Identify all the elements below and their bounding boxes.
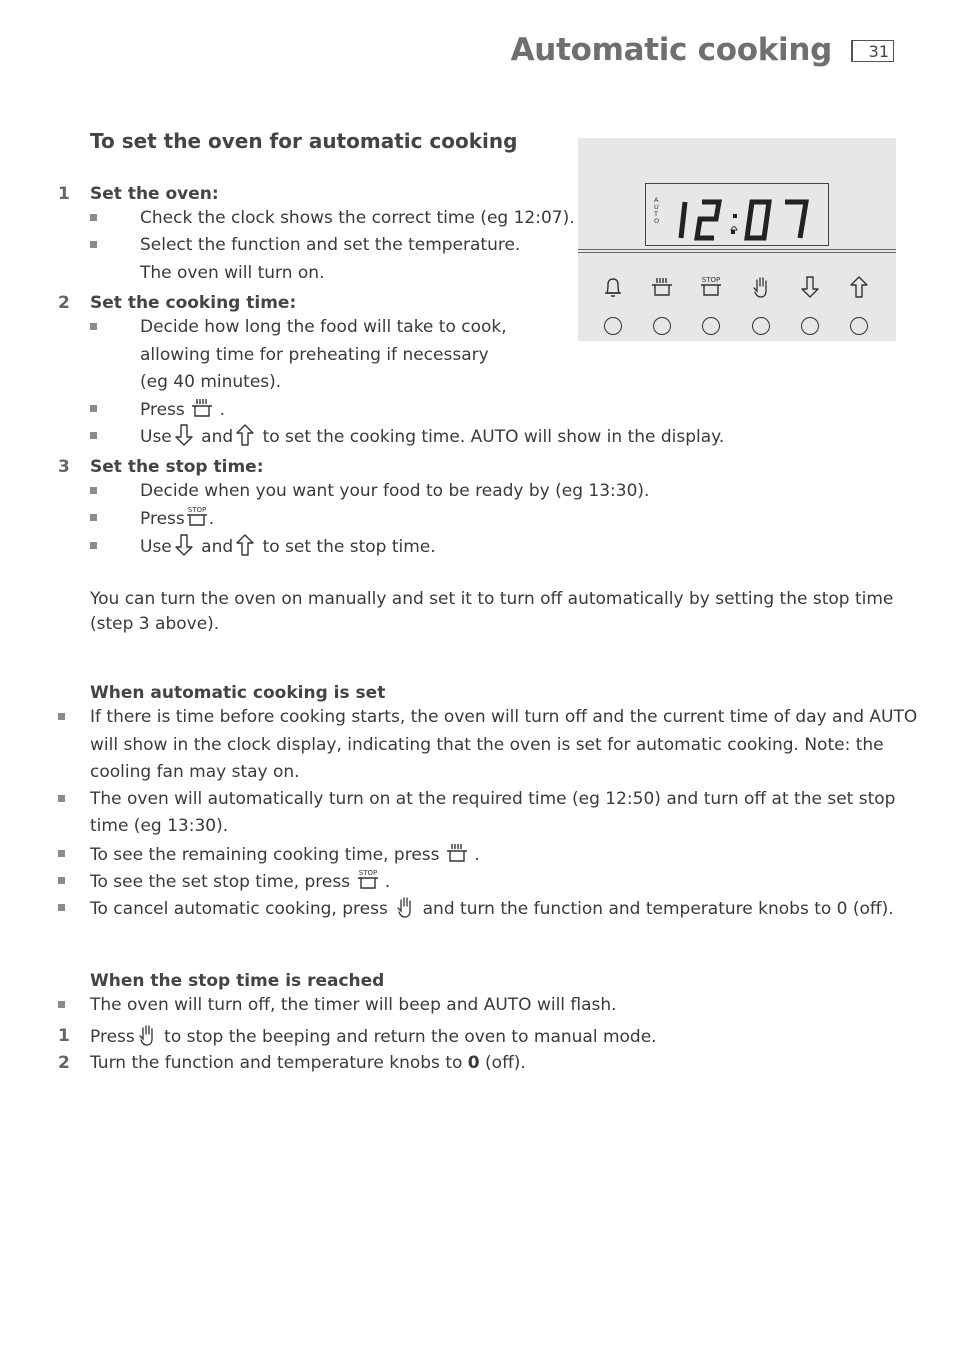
step1-bullet-1: Check the clock shows the correct time (eg 12:07). (140, 208, 575, 228)
page-number: 31 (851, 40, 894, 62)
set-bullet-5-end: and turn the function and temperature knobs to 0 (off). (422, 899, 894, 919)
zero-value: 0 (467, 1053, 480, 1073)
use-end-text: to set the stop time. (262, 537, 436, 557)
set-bullet-2-cont: time (eg 13:30). (90, 816, 229, 836)
section-heading: To set the oven for automatic cooking (90, 129, 518, 153)
clock-display (645, 183, 829, 246)
press-text: Press (140, 400, 185, 420)
stop-time-icon (185, 505, 209, 529)
up-arrow-icon (847, 275, 871, 299)
bullet (90, 214, 97, 221)
bullet (58, 877, 65, 884)
up-arrow-icon (233, 533, 257, 557)
period: . (474, 845, 480, 865)
bullet (58, 713, 65, 720)
step-title: Set the oven: (90, 184, 219, 204)
cook-time-button (653, 317, 671, 335)
bullet (90, 514, 97, 521)
step2-bullet-1: Decide how long the food will take to cook, (140, 317, 507, 337)
manual-button (752, 317, 770, 335)
note-line-1: You can turn the oven on manually and set it to turn off automatically by setting the stop time (90, 589, 894, 609)
down-arrow-icon (172, 423, 196, 447)
step-number: 2 (58, 293, 70, 313)
step3-bullet-press (140, 505, 214, 533)
use-text: Use (140, 537, 172, 557)
step1-bullet-2: Select the function and set the temperature. (140, 235, 521, 255)
section-heading: When automatic cooking is set (90, 683, 386, 703)
use-text: Use (140, 427, 172, 447)
section-heading: When the stop time is reached (90, 971, 385, 991)
set-bullet-1: If there is time before cooking starts, the oven will turn off and the current time of day and AUTO (90, 707, 918, 727)
period: . (208, 509, 215, 529)
and-text: and (201, 427, 234, 447)
step-number: 2 (58, 1053, 70, 1073)
step3-bullet-1: Decide when you want your food to be ready by (eg 13:30). (140, 481, 650, 501)
bell-button (604, 317, 622, 335)
stop-time-icon (356, 868, 380, 892)
stop-time-button (702, 317, 720, 335)
press-text: Press (140, 509, 185, 529)
down-button (801, 317, 819, 335)
down-arrow-icon (798, 275, 822, 299)
bullet (90, 487, 97, 494)
bullet (58, 850, 65, 857)
bullet (58, 904, 65, 911)
bullet (90, 405, 97, 412)
down-arrow-icon (172, 533, 196, 557)
panel-divider (578, 252, 896, 253)
use-end-text: to set the cooking time. AUTO will show in the display. (262, 427, 725, 447)
stop-step-1 (90, 1023, 657, 1051)
set-bullet-5 (90, 895, 894, 923)
stop-step-2-end: (off). (485, 1053, 526, 1073)
manual-hand-icon (135, 1023, 159, 1047)
set-bullet-2: The oven will automatically turn on at the required time (eg 12:50) and turn off at the set stop (90, 789, 896, 809)
set-bullet-1-cont: cooling fan may stay on. (90, 762, 300, 782)
bullet (58, 795, 65, 802)
auto-indicator: A U T O (654, 196, 660, 225)
set-bullet-3-text: To see the remaining cooking time, press (90, 845, 440, 865)
period: . (384, 872, 391, 892)
step-title: Set the stop time: (90, 457, 264, 477)
panel-divider (578, 249, 896, 250)
note-line-2: (step 3 above). (90, 614, 220, 634)
bullet (90, 241, 97, 248)
bullet (58, 1001, 65, 1008)
step-number: 1 (58, 184, 70, 204)
set-bullet-5-text: To cancel automatic cooking, press (90, 899, 388, 919)
cook-time-icon (650, 275, 674, 299)
stop-step-2 (90, 1050, 526, 1077)
step-number: 1 (58, 1026, 70, 1046)
step2-bullet-press (140, 396, 225, 424)
step3-bullet-use (140, 533, 436, 561)
manual-hand-icon (749, 275, 773, 299)
press-text: Press (90, 1027, 135, 1047)
page-title: Automatic cooking (510, 32, 832, 68)
bell-icon (601, 275, 625, 299)
step-title: Set the cooking time: (90, 293, 297, 313)
stop-time-icon (699, 275, 723, 299)
bullet (90, 542, 97, 549)
clock-display-digits (646, 184, 828, 245)
set-bullet-1-cont: will show in the clock display, indicating that the oven is set for automatic cooking. Note: the (90, 735, 884, 755)
bullet (90, 432, 97, 439)
stop-bullet-1: The oven will turn off, the timer will beep and AUTO will flash. (90, 995, 617, 1015)
step-number: 3 (58, 457, 70, 477)
set-bullet-4-text: To see the set stop time, press (90, 872, 351, 892)
stop-step-2-text: Turn the function and temperature knobs to (90, 1053, 463, 1073)
manual-hand-icon (393, 895, 417, 919)
and-text: and (201, 537, 234, 557)
set-bullet-3 (90, 841, 480, 869)
up-arrow-icon (233, 423, 257, 447)
stop-step-1-end: to stop the beeping and return the oven to manual mode. (164, 1027, 657, 1047)
period: . (219, 400, 225, 420)
step2-bullet-use (140, 423, 724, 451)
set-bullet-4 (90, 868, 390, 896)
step2-bullet-1-cont: allowing time for preheating if necessary (140, 345, 489, 365)
cook-time-icon (190, 396, 214, 420)
up-button (850, 317, 868, 335)
step2-bullet-1-cont: (eg 40 minutes). (140, 372, 282, 392)
step1-bullet-2-cont: The oven will turn on. (140, 263, 325, 283)
bullet (90, 323, 97, 330)
cook-time-icon (445, 841, 469, 865)
